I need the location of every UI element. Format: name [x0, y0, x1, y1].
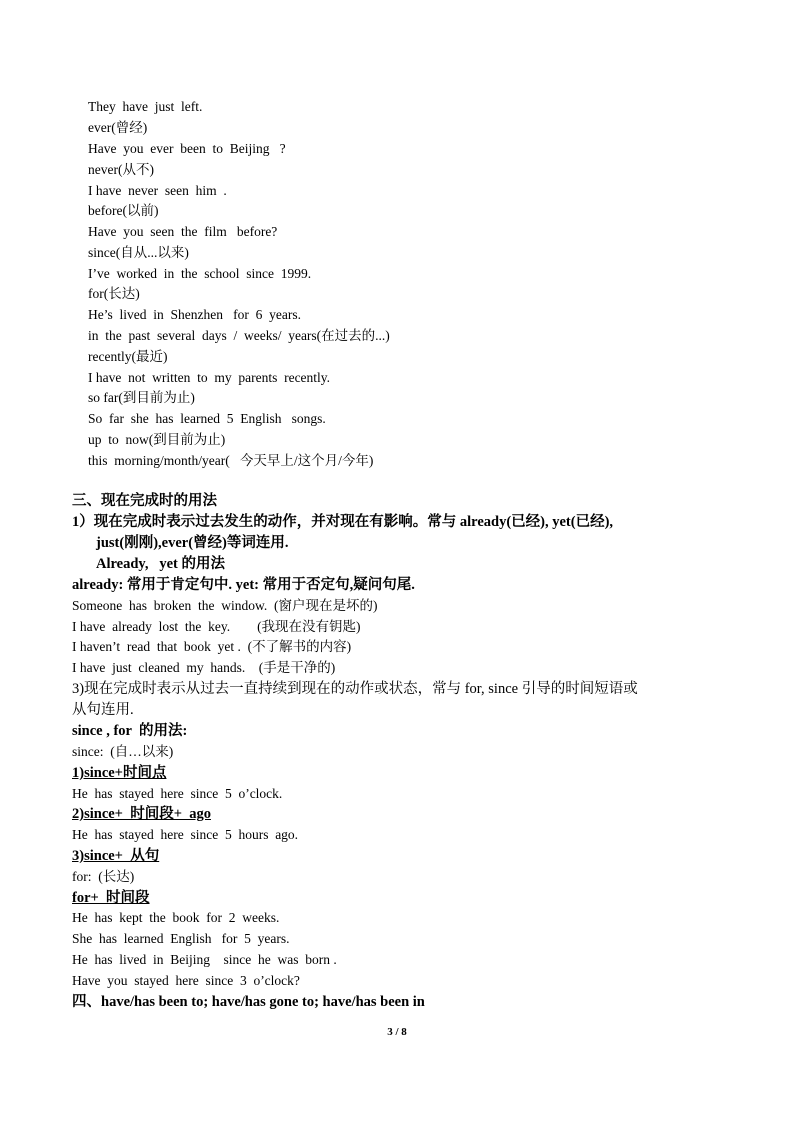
text-line: this morning/month/year( 今天早上/这个月/今年) — [88, 453, 374, 468]
text-line: just(刚刚),ever(曾经)等词连用. — [96, 535, 289, 551]
rule-heading: 2)since+ 时间段+ ago — [72, 806, 211, 822]
example-line: He has stayed here since 5 o’clock. — [72, 786, 283, 801]
text-line: since(自从...以来) — [88, 245, 189, 260]
text-line: so far(到目前为止) — [88, 390, 195, 405]
text-line: 1）现在完成时表示过去发生的动作，并对现在有影响。常与 already(已经), yet(已经), — [72, 514, 614, 530]
text-line: 3)现在完成时表示从过去一直持续到现在的动作或状态，常与 for, since 引导的时间短语或 — [72, 681, 638, 697]
text-line: for: (长达) — [72, 869, 135, 884]
rule-heading: 3)since+ 从句 — [72, 848, 160, 864]
rule-heading: 1)since+时间点 — [72, 765, 167, 781]
text-line: before(以前) — [88, 203, 159, 218]
example-line: He has kept the book for 2 weeks. — [72, 910, 280, 925]
text-line: up to now(到目前为止) — [88, 432, 226, 447]
example-line: Someone has broken the window. (窗户现在是坏的) — [72, 598, 378, 613]
text-line: I have never seen him . — [88, 183, 227, 198]
text-line: never(从不) — [88, 162, 154, 177]
example-line: She has learned English for 5 years. — [72, 931, 290, 946]
text-line: So far she has learned 5 English songs. — [88, 411, 326, 426]
text-line: for(长达) — [88, 286, 140, 301]
example-line: He has stayed here since 5 hours ago. — [72, 827, 299, 842]
text-line: recently(最近) — [88, 349, 168, 364]
text-line: Have you seen the film before? — [88, 224, 278, 239]
text-line: I’ve worked in the school since 1999. — [88, 266, 312, 281]
text-line: ever(曾经) — [88, 120, 148, 135]
example-line: I haven’t read that book yet . (不了解书的内容) — [72, 639, 352, 654]
subheading: Already, yet 的用法 — [96, 556, 226, 572]
example-line: I have already lost the key. (我现在没有钥匙) — [72, 619, 361, 634]
rule-heading: for+ 时间段 — [72, 890, 150, 906]
rule-text: already: 常用于肯定句中. yet: 常用于否定句,疑问句尾. — [72, 577, 415, 593]
section-heading: 四、have/has been to; have/has gone to; have/has been in — [72, 994, 425, 1010]
example-line: I have just cleaned my hands. (手是干净的) — [72, 660, 336, 675]
text-line: Have you ever been to Beijing ? — [88, 141, 286, 156]
text-line: 从句连用. — [72, 702, 134, 718]
text-line: in the past several days / weeks/ years(在过去的...) — [88, 328, 390, 343]
text-line: They have just left. — [88, 99, 203, 114]
text-line: since: (自…以来) — [72, 744, 174, 759]
example-line: He has lived in Beijing since he was born . — [72, 952, 337, 967]
subheading: since , for 的用法: — [72, 723, 188, 739]
example-line: Have you stayed here since 3 o’clock? — [72, 973, 300, 988]
section-heading: 三、现在完成时的用法 — [72, 493, 217, 509]
page-number: 3 / 8 — [387, 1026, 407, 1038]
text-line: He’s lived in Shenzhen for 6 years. — [88, 307, 301, 322]
text-line: I have not written to my parents recently. — [88, 370, 331, 385]
